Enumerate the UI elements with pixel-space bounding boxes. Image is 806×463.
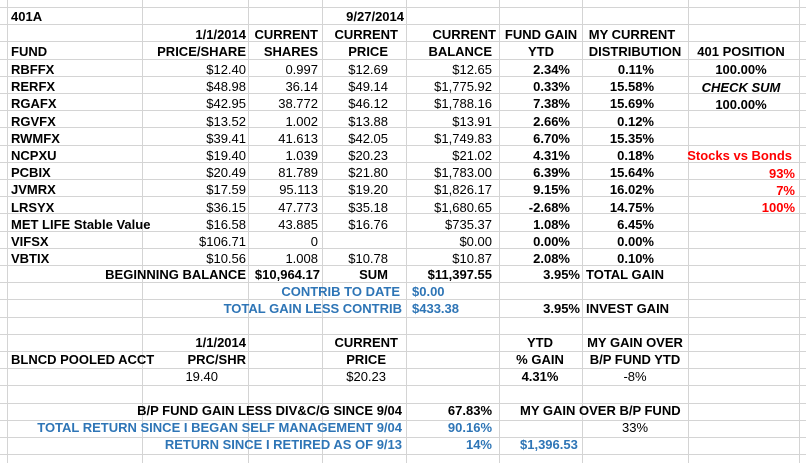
fund-row-ytd: 6.70% [533,131,570,146]
fund-row-balance: $735.37 [445,217,492,232]
fund-row-ytd: 4.31% [533,148,570,163]
fund-row-price: $46.12 [348,96,388,111]
fund-row-fund: JVMRX [11,182,56,197]
invest-gain-pct: 3.95% [543,301,580,316]
header-price-share: PRICE/SHARE [157,44,246,59]
header-current-price: CURRENT [334,27,398,42]
return-retired-value: $1,396.53 [520,437,578,452]
fund-row-dist: 0.11% [617,62,654,77]
gain-less-contrib-value: $433.38 [412,301,459,316]
fund-row-shares: 36.14 [285,79,318,94]
fund-row-balance: $1,749.83 [434,131,492,146]
fund-row-ytd: 7.38% [533,96,570,111]
beginning-balance-value: $10,964.17 [254,267,320,282]
fund-row-ytd: 1.08% [533,217,570,232]
gain-less-contrib-label: TOTAL GAIN LESS CONTRIB [223,301,402,316]
fund-row-price: $13.88 [348,114,388,129]
header-fund: FUND [11,44,48,59]
fund-row-price: $20.23 [348,148,388,163]
total-return-label: TOTAL RETURN SINCE I BEGAN SELF MANAGEMENT 9/04 [37,420,402,435]
fund-row-price: $49.14 [348,79,388,94]
fund-row-fund: PCBIX [11,165,51,180]
fund-row-fund: MET LIFE Stable Value [11,217,151,232]
fund-row-price-share: $16.58 [206,217,246,232]
stocks-vs-bonds-label: Stocks vs Bonds [687,148,792,163]
blncd-bp-fund-ytd: B/P FUND YTD [589,352,681,367]
fund-row-price-share: $48.98 [206,79,246,94]
fund-row-fund: VIFSX [11,234,49,249]
header-ytd: YTD [528,44,554,59]
fund-row-ytd: 2.34% [533,62,570,77]
blncd-pct-gain: % GAIN [516,352,564,367]
blncd-prc-value: 19.40 [185,369,218,384]
fund-row-balance: $1,783.00 [434,165,492,180]
position-value-2: 100.00% [715,97,767,112]
fund-row-price: $12.69 [348,62,388,77]
total-return-value: 90.16% [447,420,492,435]
return-retired-pct: 14% [465,437,492,452]
fund-row-dist: 15.58% [609,79,654,94]
fund-row-price-share: $42.95 [206,96,246,111]
fund-row-ytd: 6.39% [533,165,570,180]
fund-row-price-share: $13.52 [206,114,246,129]
fund-row-price-share: $19.40 [206,148,246,163]
fund-row-dist: 15.35% [609,131,654,146]
fund-row-price: $21.80 [348,165,388,180]
fund-row-balance: $10.87 [452,251,492,266]
fund-row-ytd: 2.66% [533,114,570,129]
fund-row-balance: $0.00 [459,234,492,249]
fund-row-dist: 0.10% [617,251,654,266]
fund-row-price: $10.78 [348,251,388,266]
position-value-1: 100.00% [715,62,767,77]
sum-value: $11,397.55 [427,267,492,282]
fund-row-price-share: $10.56 [206,251,246,266]
header-date2: 9/27/2014 [346,9,404,24]
fund-row-shares: 1.039 [285,148,318,163]
fund-row-balance: $13.91 [452,114,492,129]
fund-row-shares: 41.613 [278,131,318,146]
total-gain-pct: 3.95% [543,267,580,282]
fund-row-price-share: $36.15 [206,200,246,215]
fund-row-dist: 14.75% [609,200,654,215]
header-date1: 1/1/2014 [195,27,246,42]
fund-row-shares: 1.008 [285,251,318,266]
fund-row-dist: 0.18% [617,148,654,163]
fund-row-balance: $1,775.92 [434,79,492,94]
blncd-current: CURRENT [334,335,398,350]
fund-row-dist: 6.45% [617,217,654,232]
fund-row-ytd: -2.68% [528,200,570,215]
stocks-pct: 93% [768,166,795,181]
fund-row-shares: 43.885 [278,217,318,232]
fund-row-balance: $1,680.65 [434,200,492,215]
fund-row-shares: 1.002 [285,114,318,129]
fund-row-fund: RBFFX [11,62,55,77]
contrib-label: CONTRIB TO DATE [281,284,400,299]
header-401-position: 401 POSITION [697,44,785,59]
header-fund-gain: FUND GAIN [504,27,578,42]
blncd-my-gain-over: MY GAIN OVER [587,335,683,350]
fund-row-shares: 38.772 [278,96,318,111]
fund-row-ytd: 0.33% [533,79,570,94]
fund-row-balance: $12.65 [452,62,492,77]
fund-row-shares: 47.773 [278,200,318,215]
sheet-title: 401A [11,9,43,24]
fund-row-dist: 0.00% [617,234,654,249]
fund-row-shares: 0.997 [285,62,318,77]
fund-row-balance: $1,788.16 [434,96,492,111]
fund-row-fund: RGAFX [11,96,57,111]
bonds-pct: 7% [776,183,795,198]
fund-row-dist: 16.02% [609,182,654,197]
fund-row-shares: 81.789 [278,165,318,180]
header-balance: BALANCE [428,44,492,59]
fund-row-shares: 95.113 [279,182,318,197]
header-current-balance: CURRENT [432,27,496,42]
fund-row-price-share: $39.41 [206,131,246,146]
blncd-over-value: -8% [623,369,647,384]
fund-row-dist: 15.69% [609,96,654,111]
blncd-price: PRICE [346,352,386,367]
total-gain-label: TOTAL GAIN [586,267,664,282]
invest-gain-label: INVEST GAIN [586,301,670,316]
fund-row-price: $16.76 [348,217,388,232]
blncd-price-value: $20.23 [346,369,386,384]
header-shares: SHARES [263,44,318,59]
fund-row-ytd: 9.15% [533,182,570,197]
header-current-shares: CURRENT [254,27,318,42]
fund-row-price-share: $106.71 [199,234,246,249]
blncd-ytd: YTD [527,335,553,350]
blncd-prc-shr: PRC/SHR [187,352,246,367]
fund-row-fund: NCPXU [11,148,57,163]
fund-row-balance: $1,826.17 [434,182,492,197]
blncd-pct-value: 4.31% [521,369,559,384]
fund-row-ytd: 0.00% [533,234,570,249]
fund-row-balance: $21.02 [452,148,492,163]
fund-row-dist: 15.64% [609,165,654,180]
bp-fund-gain-value: 67.83% [447,403,492,418]
beginning-balance-label: BEGINNING BALANCE [105,267,246,282]
fund-row-fund: RGVFX [11,114,56,129]
fund-row-price: $19.20 [348,182,388,197]
fund-row-price: $35.18 [348,200,388,215]
return-retired-label: RETURN SINCE I RETIRED AS OF 9/13 [164,437,402,452]
fund-row-price-share: $20.49 [206,165,246,180]
my-gain-over-bp-label: MY GAIN OVER B/P FUND [520,403,681,418]
bp-fund-gain-label: B/P FUND GAIN LESS DIV&C/G SINCE 9/04 [137,403,402,418]
fund-row-price-share: $12.40 [206,62,246,77]
my-gain-over-bp-value: 33% [621,420,649,435]
fund-row-dist: 0.12% [617,114,654,129]
contrib-value: $0.00 [412,284,445,299]
blncd-date: 1/1/2014 [195,335,246,350]
fund-row-fund: RWMFX [11,131,60,146]
header-price: PRICE [348,44,388,59]
header-my-current: MY CURRENT [588,27,676,42]
fund-row-price-share: $17.59 [206,182,246,197]
header-distribution: DISTRIBUTION [588,44,682,59]
fund-row-fund: VBTIX [11,251,50,266]
sum-label: SUM [359,267,388,282]
check-sum-label: CHECK SUM [701,80,781,95]
fund-row-ytd: 2.08% [533,251,570,266]
fund-row-shares: 0 [310,234,318,249]
blncd-label: BLNCD POOLED ACCT [11,352,155,367]
fund-row-fund: LRSYX [11,200,55,215]
fund-row-price: $42.05 [348,131,388,146]
fund-row-fund: RERFX [11,79,56,94]
total-pct: 100% [761,200,795,215]
